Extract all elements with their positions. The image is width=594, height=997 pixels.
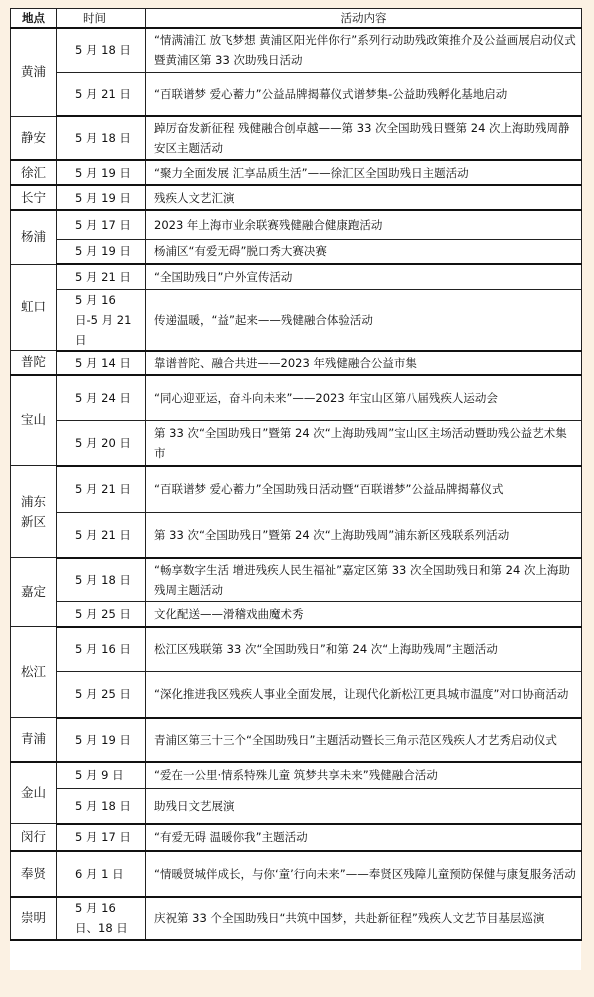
table-body	[11, 28, 582, 940]
date-cell: 5 月 21 日	[57, 513, 146, 558]
location-cell: 普陀	[11, 351, 57, 375]
table-row	[11, 602, 582, 627]
date-cell: 5 月 24 日	[57, 375, 146, 421]
header-location: 地点	[11, 9, 57, 29]
content-cell: 杨浦区“有爱无碍”脱口秀大赛决赛	[146, 239, 582, 264]
table-row	[11, 210, 582, 239]
content-cell: 庆祝第 33 个全国助残日“共筑中国梦，共赴新征程”残疾人文艺节目基层巡演	[146, 897, 582, 940]
location-cell: 金山	[11, 762, 57, 824]
table-row	[11, 718, 582, 762]
header-time: 时间	[57, 9, 146, 29]
date-cell: 5 月 17 日	[57, 210, 146, 239]
table-row	[11, 289, 582, 351]
date-cell: 5 月 20 日	[57, 421, 146, 466]
date-cell: 5 月 18 日	[57, 558, 146, 602]
location-cell: 青浦	[11, 718, 57, 762]
content-cell: “百联谱梦 爱心蓄力”全国助残日活动暨“百联谱梦”公益品牌揭幕仪式	[146, 466, 582, 513]
table-header-row	[11, 9, 582, 29]
content-cell: “情暖贤城伴成长，与你‘童’行向未来”——奉贤区残障儿童预防保健与康复服务活动	[146, 851, 582, 897]
content-cell: 靠谱普陀、融合共进——2023 年残健融合公益市集	[146, 351, 582, 375]
content-cell: 第 33 次“全国助残日”暨第 24 次“上海助残周”宝山区主场活动暨助残公益艺术集市	[146, 421, 582, 466]
content-cell: 2023 年上海市业余联赛残健融合健康跑活动	[146, 210, 582, 239]
table-row	[11, 762, 582, 789]
content-cell: “爱在一公里·情系特殊儿童 筑梦共享未来”残健融合活动	[146, 762, 582, 789]
table-row	[11, 824, 582, 851]
location-cell: 静安	[11, 116, 57, 160]
table-row	[11, 185, 582, 210]
table-row	[11, 264, 582, 289]
date-cell: 5 月 9 日	[57, 762, 146, 789]
date-cell: 5 月 18 日	[57, 116, 146, 160]
content-cell: “聚力全面发展 汇享品质生活”——徐汇区全国助残日主题活动	[146, 160, 582, 185]
table-row	[11, 421, 582, 466]
date-cell: 5 月 25 日	[57, 672, 146, 718]
table-row	[11, 160, 582, 185]
content-cell: 助残日文艺展演	[146, 789, 582, 824]
content-cell: “情满浦江 放飞梦想 黄浦区阳光伴你行”系列行动助残政策推介及公益画展启动仪式暨黄浦区第 33 次助残日活动	[146, 28, 582, 72]
content-cell: “百联谱梦 爱心蓄力”公益品牌揭幕仪式谱梦集-公益助残孵化基地启动	[146, 72, 582, 116]
date-cell: 5 月 18 日	[57, 28, 146, 72]
location-cell: 奉贤	[11, 851, 57, 897]
header-content: 活动内容	[146, 9, 582, 29]
content-cell: “同心迎亚运，奋斗向未来”——2023 年宝山区第八届残疾人运动会	[146, 375, 582, 421]
date-cell: 5 月 19 日	[57, 239, 146, 264]
content-cell: “深化推进我区残疾人事业全面发展，让现代化新松江更具城市温度”对口协商活动	[146, 672, 582, 718]
table-row	[11, 558, 582, 602]
date-cell: 5 月 19 日	[57, 185, 146, 210]
content-cell: “有爱无碍 温暖你我”主题活动	[146, 824, 582, 851]
date-cell: 5 月 19 日	[57, 160, 146, 185]
activity-table	[10, 8, 582, 941]
date-cell: 5 月 16 日	[57, 627, 146, 672]
table-row	[11, 466, 582, 513]
date-cell: 5 月 16 日、18 日	[57, 897, 146, 940]
content-cell: 松江区残联第 33 次“全国助残日”和第 24 次“上海助残周”主题活动	[146, 627, 582, 672]
location-cell: 浦东新区	[11, 466, 57, 558]
date-cell: 5 月 21 日	[57, 466, 146, 513]
table-row	[11, 627, 582, 672]
table-row	[11, 239, 582, 264]
location-cell: 松江	[11, 627, 57, 718]
date-cell: 5 月 16 日-5 月 21 日	[57, 289, 146, 351]
table-row	[11, 851, 582, 897]
date-cell: 5 月 21 日	[57, 72, 146, 116]
location-cell: 长宁	[11, 185, 57, 210]
date-cell: 5 月 17 日	[57, 824, 146, 851]
location-cell: 黄浦	[11, 28, 57, 116]
document-page	[10, 8, 581, 970]
table-row	[11, 789, 582, 824]
location-cell: 宝山	[11, 375, 57, 466]
date-cell: 6 月 1 日	[57, 851, 146, 897]
date-cell: 5 月 21 日	[57, 264, 146, 289]
content-cell: 传递温暖，“益”起来——残健融合体验活动	[146, 289, 582, 351]
content-cell: 文化配送——滑稽戏曲魔术秀	[146, 602, 582, 627]
location-cell: 崇明	[11, 897, 57, 940]
date-cell: 5 月 14 日	[57, 351, 146, 375]
content-cell: 青浦区第三十三个“全国助残日”主题活动暨长三角示范区残疾人才艺秀启动仪式	[146, 718, 582, 762]
date-cell: 5 月 18 日	[57, 789, 146, 824]
table-row	[11, 672, 582, 718]
content-cell: 踔厉奋发新征程 残健融合创卓越——第 33 次全国助残日暨第 24 次上海助残周静安区主题活动	[146, 116, 582, 160]
table-row	[11, 513, 582, 558]
content-cell: “畅享数字生活 增进残疾人民生福祉”嘉定区第 33 次全国助残日和第 24 次上海助残周主题活动	[146, 558, 582, 602]
location-cell: 虹口	[11, 264, 57, 351]
location-cell: 嘉定	[11, 558, 57, 627]
location-cell: 徐汇	[11, 160, 57, 185]
content-cell: “全国助残日”户外宣传活动	[146, 264, 582, 289]
table-row	[11, 375, 582, 421]
table-row	[11, 72, 582, 116]
table-row	[11, 351, 582, 375]
location-cell: 闵行	[11, 824, 57, 851]
content-cell: 残疾人文艺汇演	[146, 185, 582, 210]
table-row	[11, 28, 582, 72]
content-cell: 第 33 次“全国助残日”暨第 24 次“上海助残周”浦东新区残联系列活动	[146, 513, 582, 558]
date-cell: 5 月 25 日	[57, 602, 146, 627]
table-row	[11, 897, 582, 940]
date-cell: 5 月 19 日	[57, 718, 146, 762]
table-row	[11, 116, 582, 160]
location-cell: 杨浦	[11, 210, 57, 264]
